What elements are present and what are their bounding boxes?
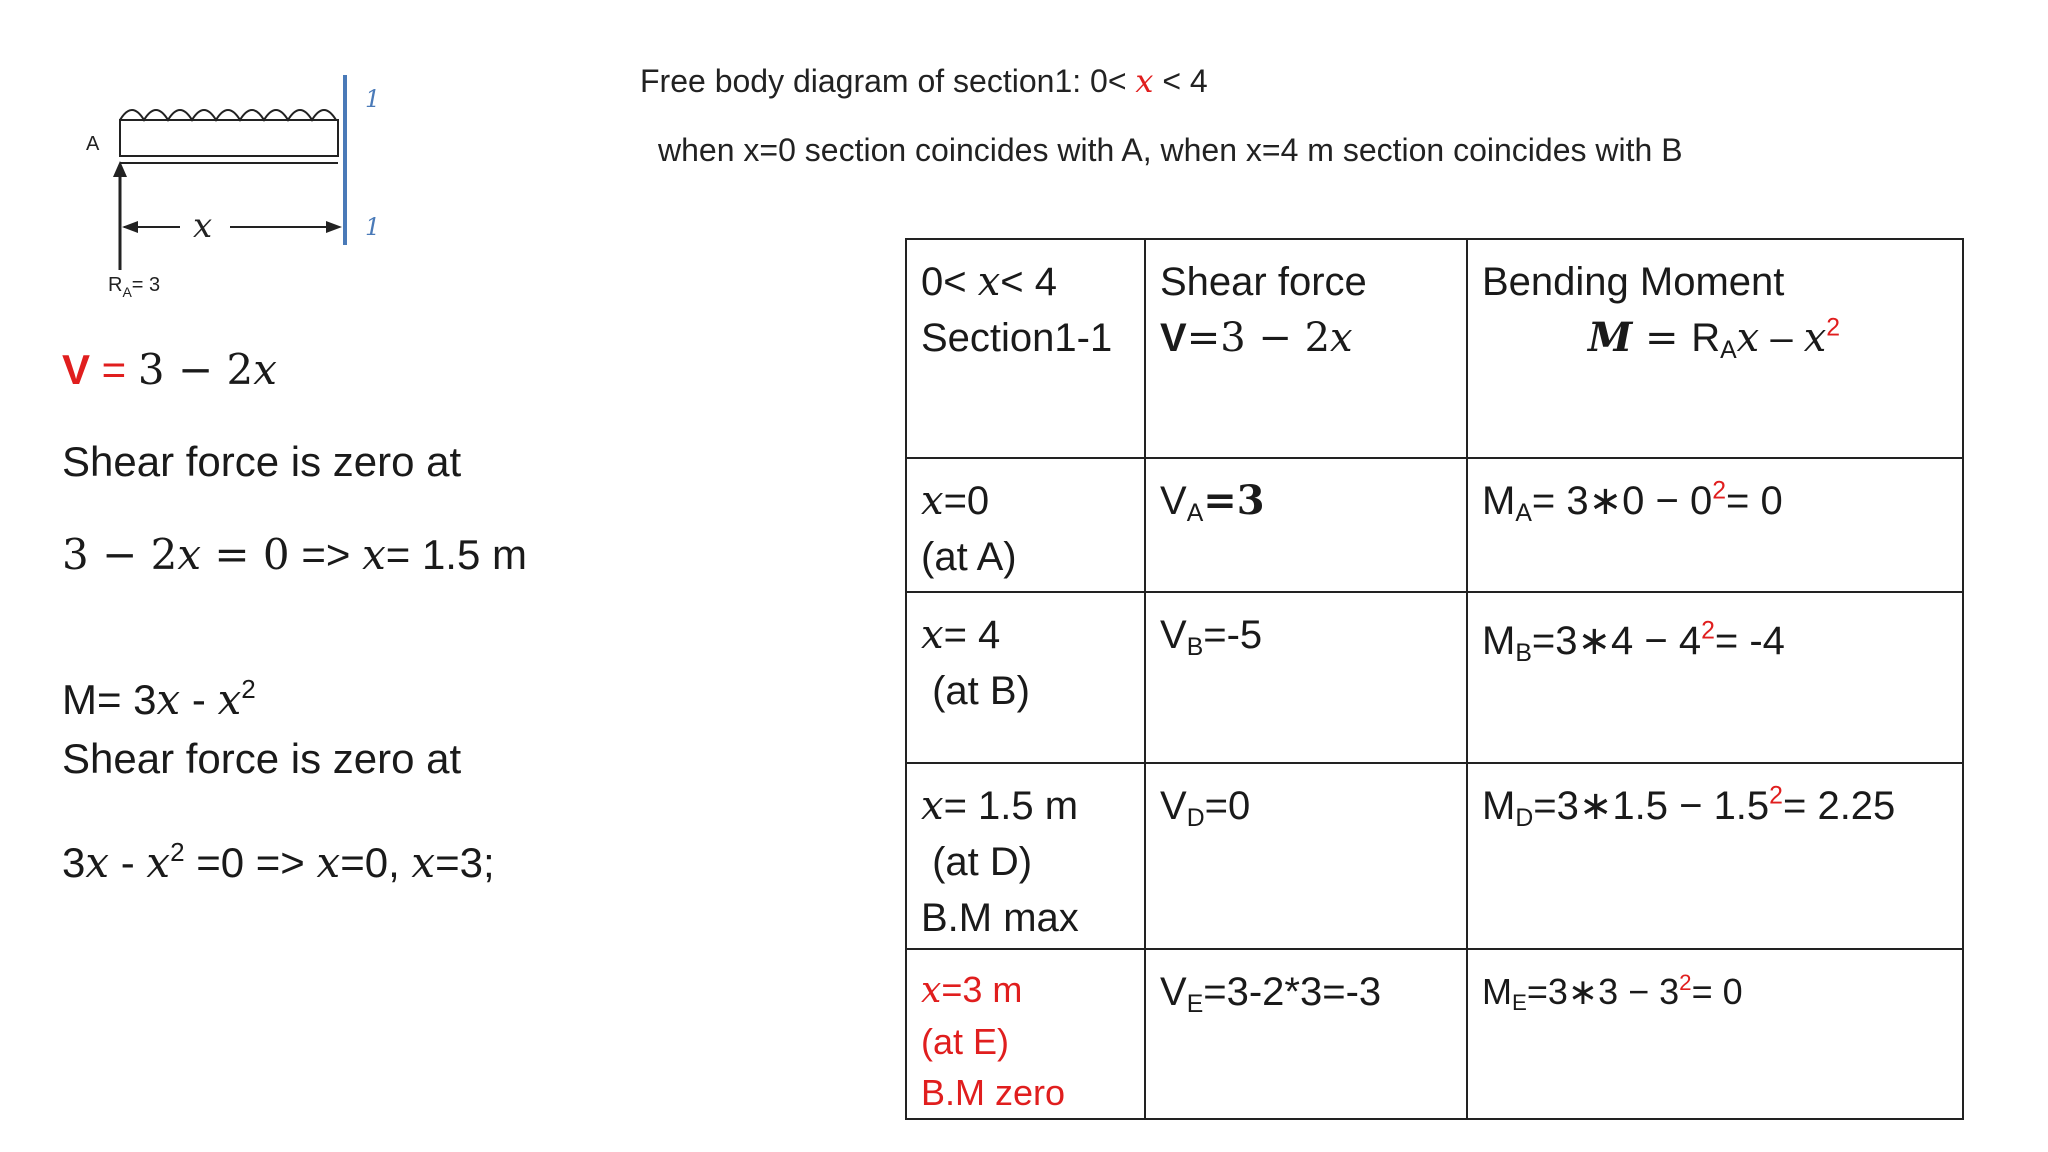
section-label-top: 1 [365, 85, 381, 113]
solve2-end: =3; [435, 839, 495, 886]
moment-symbol: M [1482, 784, 1516, 828]
shear-value: =3 [1203, 477, 1265, 524]
header-moment-r: R [1691, 316, 1721, 360]
shear-subscript: D [1186, 804, 1205, 832]
solve1-expression: 3 − 2 [62, 530, 178, 579]
moment-minus: - [180, 676, 218, 723]
cell-moment [1467, 592, 1963, 763]
position-value: =3 m [941, 969, 1023, 1010]
reaction-subscript: A [122, 284, 132, 300]
position-note: B.M max [921, 896, 1079, 940]
shear-value: =3-2*3=-3 [1203, 970, 1382, 1014]
shear-equation [62, 345, 277, 394]
cell-shear [1145, 458, 1467, 592]
shear-subscript: B [1186, 633, 1204, 661]
table-header-row [906, 239, 1963, 458]
position-var: x [921, 478, 944, 524]
header-shear-formula [1160, 310, 1452, 366]
moment-exponent: 2 [1679, 970, 1692, 996]
reaction-label [108, 274, 160, 300]
header-line-1-post: < 4 [1153, 63, 1208, 99]
header-moment-title: Bending Moment [1482, 260, 1785, 304]
header-range-var: x [977, 259, 1001, 305]
table-row [906, 763, 1963, 949]
header-shear-title: Shear force [1160, 260, 1367, 304]
position-label: (at D) [921, 840, 1033, 884]
header-range-pre: 0< [921, 260, 978, 304]
shear-zero-statement-1: Shear force is zero at [62, 438, 462, 485]
shear-expression: 3 − 2 [137, 345, 254, 394]
shear-symbol: V [1160, 479, 1187, 523]
position-var: x [921, 612, 944, 658]
header-shear-var: x [1330, 315, 1353, 361]
moment-var-2: x [217, 675, 242, 724]
cell-position [906, 458, 1145, 592]
cell-shear [1145, 949, 1467, 1119]
shear-subscript: E [1186, 990, 1204, 1018]
header-range-line [921, 254, 1130, 310]
shear-symbol: V [1160, 784, 1187, 828]
shear-symbol: V [1160, 970, 1187, 1014]
point-a-label: A [86, 133, 100, 155]
solve2-var-3: x [316, 838, 341, 887]
moment-zero-solution [62, 838, 495, 887]
solve1-arrow: => [289, 531, 363, 578]
moment-result: = 0 [1691, 971, 1743, 1012]
dimension-arrow-right [326, 221, 342, 233]
moment-symbol: M [1482, 971, 1512, 1012]
table-row [906, 592, 1963, 763]
moment-subscript: E [1512, 990, 1527, 1016]
position-value: = 1.5 m [943, 784, 1079, 828]
header-line-1 [640, 62, 1208, 100]
header-moment-symbol: M [1588, 314, 1633, 361]
solve2-mid: =0, [340, 839, 412, 886]
table-row [906, 458, 1963, 592]
cell-moment [1467, 763, 1963, 949]
distributed-load [120, 110, 336, 120]
position-var: x [921, 783, 944, 829]
header-moment-r-sub: A [1720, 336, 1737, 364]
shear-variable: x [253, 345, 277, 394]
free-body-diagram [80, 65, 410, 315]
moment-expression: =3∗4 − 4 [1531, 619, 1702, 663]
shear-zero-statement-2: Shear force is zero at [62, 735, 462, 782]
header-moment-minus: – [1759, 316, 1804, 360]
position-label: (at A) [921, 535, 1017, 579]
cell-position [906, 592, 1145, 763]
moment-expression: =3∗1.5 − 1.5 [1533, 784, 1770, 828]
position-label: (at B) [921, 669, 1030, 713]
solve2-coef: 3 [62, 839, 86, 886]
header-moment-formula [1482, 310, 1948, 366]
header-shear-expr: =3 − 2 [1186, 315, 1331, 361]
shear-value: =0 [1204, 784, 1251, 828]
moment-subscript: D [1515, 804, 1534, 832]
cell-moment [1467, 458, 1963, 592]
shear-subscript: A [1186, 499, 1204, 527]
shear-zero-solution [62, 530, 527, 579]
solve2-var-4: x [411, 838, 436, 887]
header-line-1-pre: Free body diagram of section1: 0< [640, 63, 1136, 99]
moment-var-1: x [156, 675, 181, 724]
header-moment-var-1: x [1736, 315, 1760, 361]
table-row [906, 949, 1963, 1119]
moment-label: M= 3 [62, 676, 157, 723]
reaction-symbol: R [108, 274, 123, 296]
position-value: = 4 [943, 613, 1001, 657]
shear-symbol: V [1160, 613, 1187, 657]
beam-segment [120, 120, 338, 156]
moment-result: = 2.25 [1782, 784, 1896, 828]
shear-value: =-5 [1203, 613, 1263, 657]
results-table [905, 238, 1964, 1120]
header-cell-moment [1467, 239, 1963, 458]
moment-expression: =3∗3 − 3 [1526, 971, 1680, 1012]
position-value: =0 [943, 479, 990, 523]
moment-equation [62, 675, 256, 724]
position-label: (at E) [921, 1021, 1010, 1062]
header-cell-range [906, 239, 1145, 458]
moment-subscript: B [1515, 639, 1532, 667]
moment-symbol: M [1482, 619, 1516, 663]
solve2-minus: - [109, 839, 147, 886]
header-shear-symbol: V [1160, 316, 1187, 360]
section-label-bottom: 1 [365, 213, 381, 241]
solve1-result: = 1.5 m [385, 531, 527, 578]
solve2-var-2: x [146, 838, 171, 887]
header-line-2: when x=0 section coincides with A, when x=4 m section coincides with B [658, 132, 1683, 168]
header-range-post: < 4 [1000, 260, 1057, 304]
moment-subscript: A [1515, 499, 1532, 527]
shear-equals: = [90, 346, 138, 393]
solve1-equals: = 0 [201, 530, 290, 579]
moment-expression: = 3∗0 − 0 [1531, 479, 1713, 523]
cell-position [906, 763, 1145, 949]
solve1-variable: x [177, 530, 202, 579]
position-note: B.M zero [921, 1072, 1066, 1113]
solve2-exponent: 2 [170, 836, 185, 867]
header-moment-exponent: 2 [1826, 314, 1841, 342]
cell-shear [1145, 592, 1467, 763]
moment-exponent: 2 [1701, 617, 1715, 645]
solve2-eq: =0 => [184, 839, 317, 886]
header-line-1-var: x [1135, 62, 1154, 100]
solve1-variable-2: x [362, 530, 386, 579]
dimension-x-label: x [193, 206, 213, 246]
moment-symbol: M [1482, 479, 1516, 523]
solve2-var-1: x [85, 838, 110, 887]
cell-moment [1467, 949, 1963, 1119]
moment-exponent: 2 [1769, 782, 1783, 810]
header-moment-var-2: x [1803, 315, 1827, 361]
cell-shear [1145, 763, 1467, 949]
cell-position [906, 949, 1145, 1119]
moment-result: = 0 [1725, 479, 1783, 523]
moment-exponent: 2 [241, 673, 256, 704]
moment-result: = -4 [1714, 619, 1785, 663]
shear-symbol: V [62, 346, 91, 393]
header-section-label: Section1-1 [921, 316, 1113, 360]
moment-exponent: 2 [1712, 477, 1726, 505]
header-cell-shear [1145, 239, 1467, 458]
reaction-value: = 3 [131, 274, 161, 296]
dimension-arrow-left [122, 221, 138, 233]
position-var: x [921, 970, 942, 1011]
header-moment-eq: = [1632, 315, 1692, 361]
